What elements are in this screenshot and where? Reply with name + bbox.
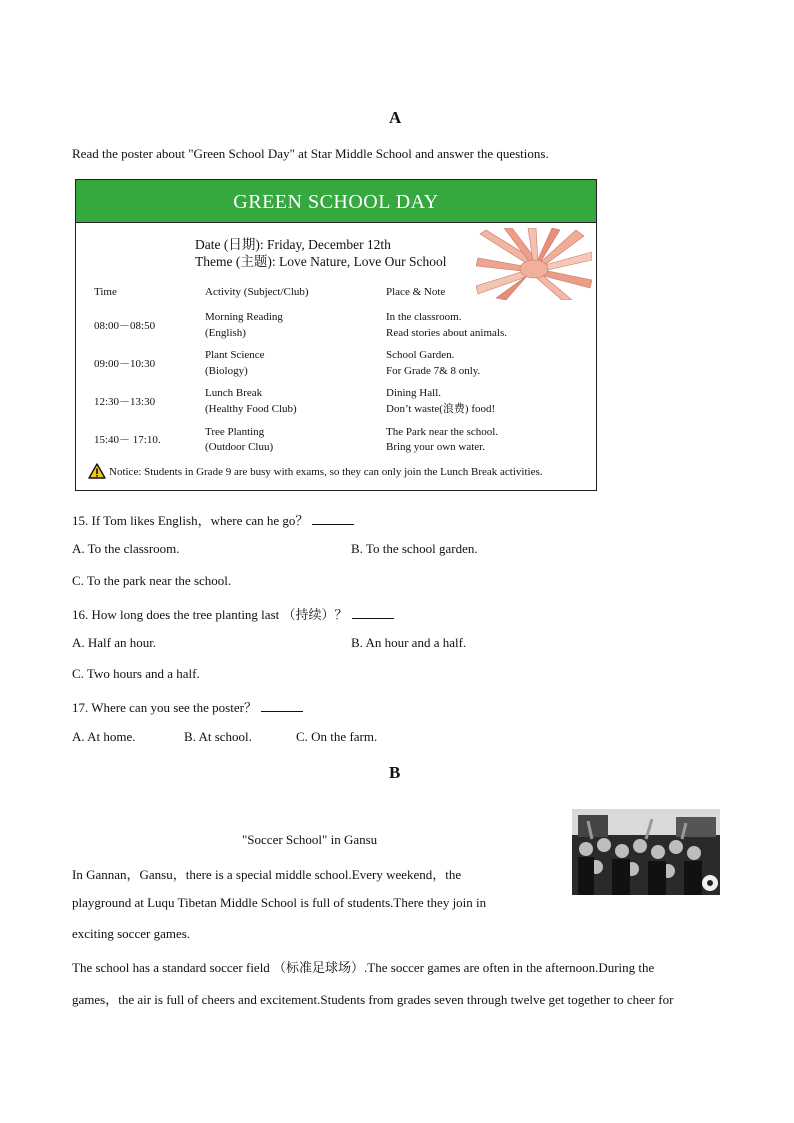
section-b-heading: B [389,763,401,782]
article-line: playground at Luqu Tibetan Middle School is full of students.There they join in [72,895,487,910]
row-note: Bring your own water. [386,441,485,453]
row-place: In the classroom. [386,311,462,323]
row-activity-detail: (English) [205,327,246,339]
article-line: The school has a standard soccer field （标准足球场）.The soccer games are often in the afternoon.During the [72,960,655,975]
option: C. To the park near the school. [72,573,232,588]
option: A. At home. [72,729,136,744]
row-activity-detail: (Outdoor Cluu) [205,441,274,453]
question-15 [72,510,354,529]
warning-icon [88,463,106,479]
article-title: "Soccer School" in Gansu [242,832,378,847]
row-note: Don’t waste(浪费) food! [386,403,496,415]
row-time: 12:30－13:30 [94,396,156,408]
poster-notice: Notice: Students in Grade 9 are busy with exams, so they can only join the Lunch Break activities. [109,466,543,478]
option: C. On the farm. [296,729,378,744]
soccer-students-photo [572,809,720,895]
header-activity: Activity (Subject/Club) [205,286,309,298]
option: C. Two hours and a half. [72,666,200,681]
poster-date: Date (日期): Friday, December 12th [195,237,391,252]
question-16 [72,604,394,623]
green-school-day-poster [75,179,597,491]
poster-theme: Theme (主题): Love Nature, Love Our School [195,254,447,269]
row-activity: Lunch Break [205,387,263,399]
answer-blank[interactable] [352,608,394,619]
section-a-heading: A [389,108,402,127]
question-stem: 16. How long does the tree planting last （持续）？ [72,607,348,622]
option: B. To the school garden. [351,541,478,556]
row-place: Dining Hall. [386,387,441,399]
row-time: 08:00－08:50 [94,320,156,332]
row-time: 09:00－10:30 [94,358,156,370]
row-activity-detail: (Biology) [205,365,248,377]
row-activity: Tree Planting [205,426,265,438]
section-a-intro: Read the poster about "Green School Day" at Star Middle School and answer the questions. [72,146,549,161]
row-activity: Morning Reading [205,311,283,323]
row-place: School Garden. [386,349,455,361]
article-line: exciting soccer games. [72,926,191,941]
header-time: Time [94,286,117,298]
question-17 [72,697,303,716]
row-place: The Park near the school. [386,426,499,438]
question-stem: 15. If Tom likes English，where can he go？ [72,513,309,528]
article-line: In Gannan，Gansu，there is a special middle school.Every weekend，the [72,867,462,882]
poster-title: GREEN SCHOOL DAY [76,180,596,223]
answer-blank[interactable] [261,701,303,712]
row-activity: Plant Science [205,349,265,361]
row-time: 15:40－ 17:10. [94,434,161,446]
header-place: Place & Note [386,286,446,298]
option: B. An hour and a half. [351,635,467,650]
question-stem: 17. Where can you see the poster？ [72,700,257,715]
hands-together-image [476,228,592,300]
option: B. At school. [184,729,252,744]
answer-blank[interactable] [312,514,354,525]
option: A. Half an hour. [72,635,157,650]
row-note: For Grade 7& 8 only. [386,365,481,377]
option: A. To the classroom. [72,541,180,556]
row-note: Read stories about animals. [386,327,507,339]
article-line: games，the air is full of cheers and excitement.Students from grades seven through twelve get together to cheer for [72,992,674,1007]
row-activity-detail: (Healthy Food Club) [205,403,297,415]
